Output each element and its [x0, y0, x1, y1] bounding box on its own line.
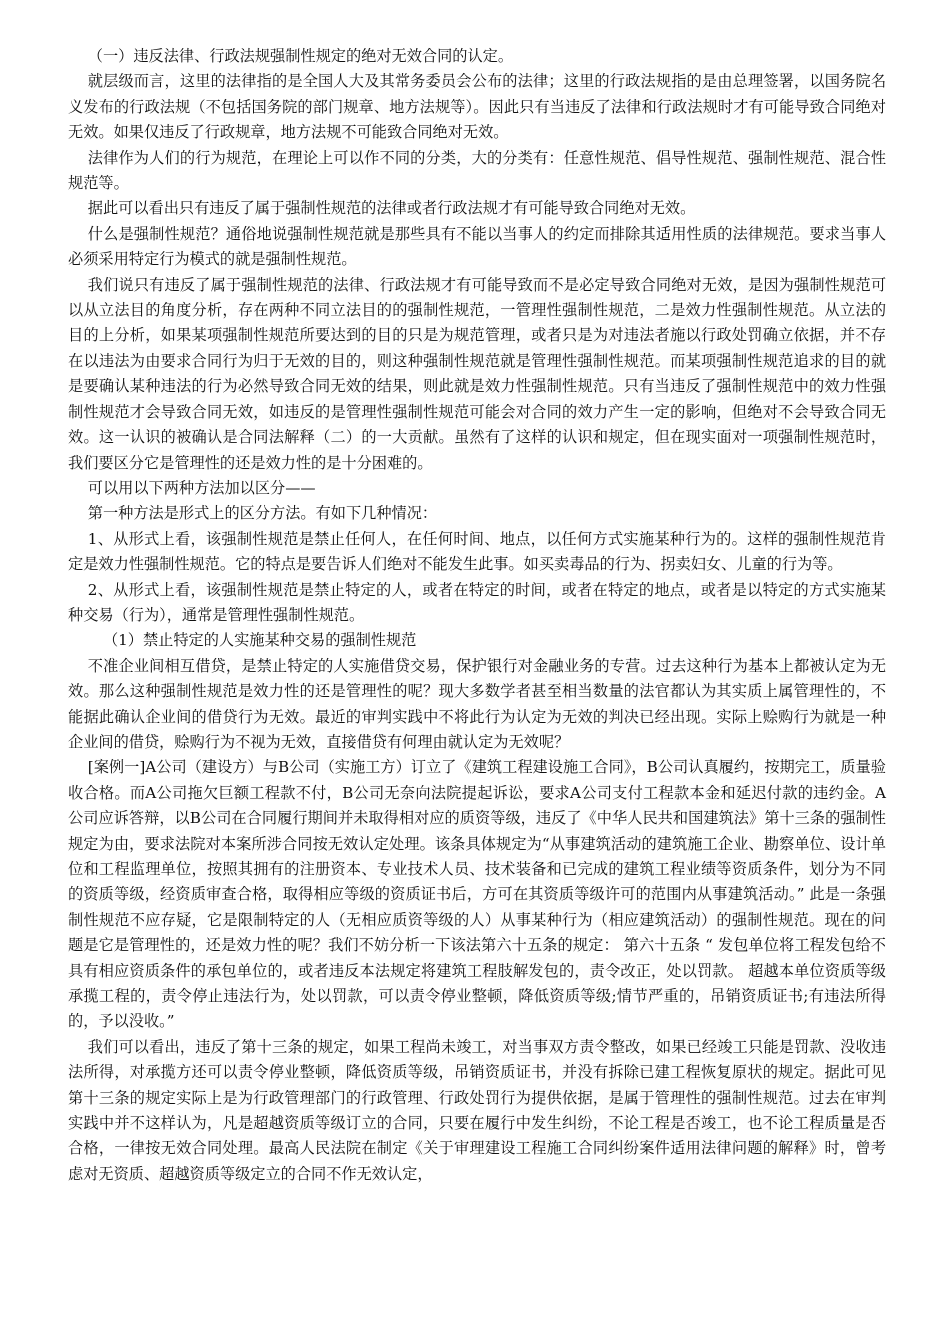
paragraph: 可以用以下两种方法加以区分——: [87, 478, 316, 497]
document-body: [68, 44, 886, 1187]
paragraph: 不准企业间相互借贷，是禁止特定的人实施借贷交易，保护银行对金融业务的专营。过去这种行为基本上都被认定为无效。那么这种强制性规范是效力性的还是管理性的呢？现大多数学者甚至相当数量的法官都认为其实质上属管理性的，不能据此确认企业间的借贷行为无效。最近的审判实践中不将此行为认定为无效的判决已经出现。实际上赊购行为就是一种企业间的借贷，赊购行为不视为无效，直接借贷有何理由就认定为无效呢？: [68, 656, 886, 751]
section-heading: （一）违反法律、行政法规强制性规定的绝对无效合同的认定。: [87, 47, 513, 65]
sub-heading: （1）禁止特定的人实施某种交易的强制性规范: [102, 631, 417, 650]
paragraph: 我们说只有违反了属于强制性规范的法律、行政法规才有可能导致而不是必定导致合同绝对无效，是因为强制性规范可以从立法目的角度分析，存在两种不同立法目的的强制性规范，一管理性强制性规范，二是效力性强制性规范。从立法的目的上分析，如果某项强制性规范所要达到的目的只是为规范管理，或者只是为对违法者施以行政处罚确立依据，并不存在以违法为由要求合同行为归于无效的目的，则这种强制性规范就是管理性强制性规范。而某项强制性规范追求的目的就是要确认某种违法的行为必然导致合同无效的结果，则此就是效力性强制性规范。只有当违反了强制性规范中的效力性强制性规范才会导致合同无效，如违反的是管理性强制性规范可能会对合同的效力产生一定的影响，但绝对不会导致合同无效。这一认识的被确认是合同法解释（二）的一大贡献。虽然有了这样的认识和规定，但在现实面对一项强制性规范时，我们要区分它是管理性的还是效力性的是十分困难的。: [68, 275, 886, 472]
list-item: 1、从形式上看，该强制性规范是禁止任何人，在任何时间、地点，以任何方式实施某种行为的。这样的强制性规范肯定是效力性强制性规范。它的特点是要告诉人们绝对不能发生此事。如买卖毒品的行为、拐卖妇女、儿童的行为等。: [68, 529, 886, 574]
paragraph: 就层级而言，这里的法律指的是全国人大及其常务委员会公布的法律；这里的行政法规指的是由总理签署，以国务院名义发布的行政法规（不包括国务院的部门规章、地方法规等）。因此只有当违反了法律和行政法规时才有可能导致合同绝对无效。如果仅违反了行政规章，地方法规不可能致合同绝对无效。: [68, 72, 886, 142]
paragraph: 法律作为人们的行为规范，在理论上可以作不同的分类，大的分类有：任意性规范、倡导性规范、强制性规范、混合性规范等。: [68, 148, 886, 193]
case-paragraph: [案例一]A公司（建设方）与B公司（实施工方）订立了《建筑工程建设施工合同》，B公司认真履约，按期完工，质量验收合格。而A公司拖欠巨额工程款不付，B公司无奈向法院提起诉讼，要求A公司支付工程款本金和延迟付款的违约金。A公司应诉答辩，以B公司在合同履行期间并未取得相对应的质资等级，违反了《中华人民共和国建筑法》第十三条的强制性规定为由，要求法院对本案所涉合同按无效认定处理。该条具体规定为“从事建筑活动的建筑施工企业、勘察单位、设计单位和工程监理单位，按照其拥有的注册资本、专业技术人员、技术装备和已完成的建筑工程业绩等资质条件，划分为不同的资质等级，经资质审查合格，取得相应等级的资质证书后，方可在其资质等级许可的范围内从事建筑活动。” 此是一条强制性规范不应存疑，它是限制特定的人（无相应质资等级的人）从事某种行为（相应建筑活动）的强制性规范。现在的问题是它是管理性的，还是效力性的呢？我们不妨分析一下该法第六十五条的规定： 第六十五条 “ 发包单位将工程发包给不具有相应资质条件的承包单位的，或者违反本法规定将建筑工程肢解发包的，责令改正，处以罚款。 超越本单位资质等级承揽工程的，责令停止违法行为，处以罚款，可以责令停业整顿，降低资质等级;情节严重的，吊销资质证书;有违法所得的，予以没收。”: [68, 758, 886, 1031]
paragraph: 第一种方法是形式上的区分方法。有如下几种情况：: [87, 504, 438, 523]
paragraph: 据此可以看出只有违反了属于强制性规范的法律或者行政法规才有可能导致合同绝对无效。: [87, 199, 696, 218]
paragraph: 我们可以看出，违反了第十三条的规定，如果工程尚未竣工，对当事双方责令整改，如果已经竣工只能是罚款、没收违法所得，对承揽方还可以责令停业整顿，降低资质等级，吊销资质证书，并没有拆除已建工程恢复原状的规定。据此可见第十三条的规定实际上是为行政管理部门的行政管理、行政处罚行为提供依据，是属于管理性的强制性规范。过去在审判实践中并不这样认为，凡是超越资质等级订立的合同，只要在履行中发生纠纷，不论工程是否竣工，也不论工程质量是否合格，一律按无效合同处理。最高人民法院在制定《关于审理建设工程施工合同纠纷案件适用法律问题的解释》时，曾考虑对无资质、超越资质等级定立的合同不作无效认定，: [68, 1037, 886, 1183]
paragraph: 什么是强制性规范？通俗地说强制性规范就是那些具有不能以当事人的约定而排除其适用性质的法律规范。要求当事人必须采用特定行为模式的就是强制性规范。: [68, 224, 886, 269]
list-item: 2、从形式上看，该强制性规范是禁止特定的人，或者在特定的时间，或者在特定的地点，或者是以特定的方式实施某种交易（行为），通常是管理性强制性规范。: [68, 580, 886, 624]
